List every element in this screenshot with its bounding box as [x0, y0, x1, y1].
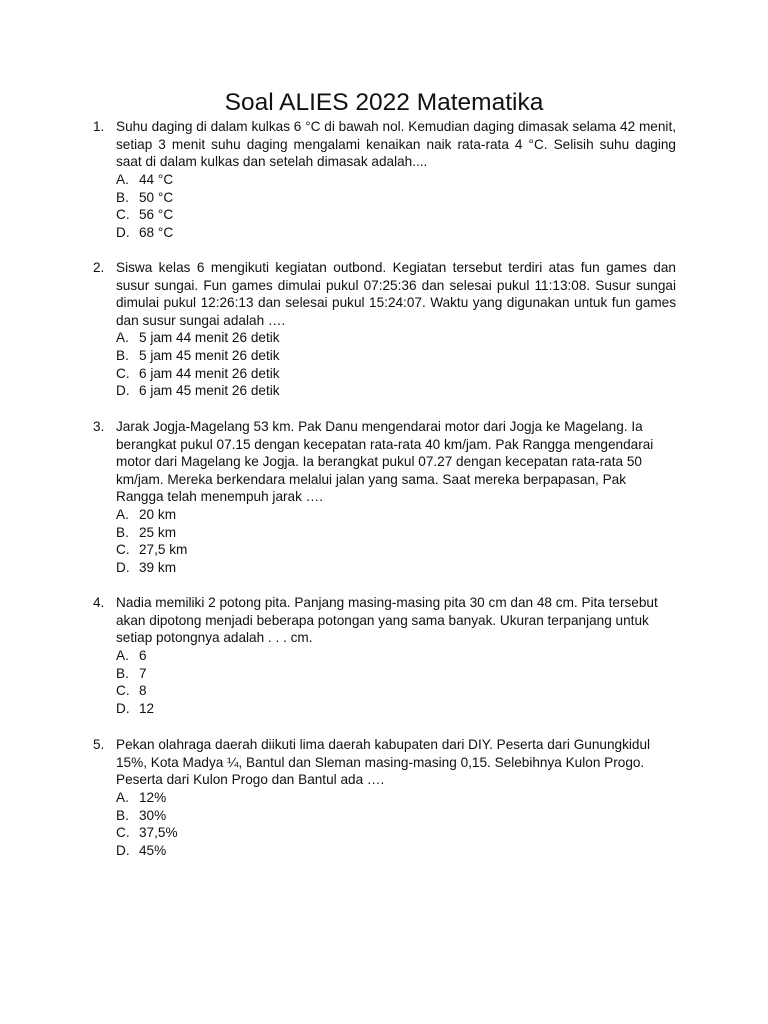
- option-a: [116, 171, 173, 189]
- question-number: 4.: [93, 595, 105, 610]
- option-a: [116, 647, 154, 665]
- option-letter: B.: [116, 524, 129, 540]
- option-b: [116, 807, 178, 825]
- option-letter: D.: [116, 224, 130, 240]
- option-d: [116, 559, 187, 577]
- option-text: 30%: [139, 807, 167, 823]
- option-text: 12%: [139, 790, 167, 805]
- option-d: [116, 224, 173, 242]
- option-a: [116, 329, 280, 347]
- question-text: Jarak Jogja-Magelang 53 km. Pak Danu mengendarai motor dari Jogja ke Magelang. Ia berangkat pukul 07.15 dengan kecepatan rata-rata 40 km/jam. Pak Rangga mengendarai motor dari Magelang ke Jogja. Ia berangkat pukul 07.27 dengan kecepatan rata-rata 50 km/jam. Mereka berkendara melalui jalan yang sama. Saat mereka berpapasan, Pak Rangga telah menempuh jarak ….: [116, 419, 654, 505]
- option-letter: D.: [116, 383, 130, 399]
- option-letter: C.: [116, 365, 130, 381]
- option-c: [116, 824, 178, 842]
- question-number: 2.: [93, 260, 105, 275]
- option-text: 39 km: [139, 559, 177, 575]
- option-letter: A.: [116, 648, 129, 663]
- option-text: 6: [139, 648, 147, 663]
- option-c: [116, 682, 154, 700]
- answer-options: [116, 506, 187, 576]
- option-b: [116, 524, 187, 542]
- option-text: 20 km: [139, 507, 177, 522]
- option-letter: C.: [116, 542, 130, 558]
- question-text: Pekan olahraga daerah diikuti lima daerah kabupaten dari DIY. Peserta dari Gunungkidul 15%, Kota Madya ¼, Bantul dan Sleman masing-masing 0,15. Selebihnya Kulon Progo. Peserta dari Kulon Progo dan Bantul ada ….: [116, 737, 651, 788]
- option-letter: A.: [116, 330, 129, 346]
- option-b: [116, 347, 280, 365]
- option-text: 5 jam 45 menit 26 detik: [139, 347, 280, 363]
- option-letter: C.: [116, 683, 130, 699]
- option-text: 6 jam 44 menit 26 detik: [139, 365, 280, 381]
- option-letter: B.: [116, 347, 129, 363]
- option-text: 25 km: [139, 524, 177, 540]
- option-text: 27,5 km: [139, 542, 188, 558]
- option-letter: D.: [116, 700, 130, 716]
- question-text: Suhu daging di dalam kulkas 6 °C di bawah nol. Kemudian daging dimasak selama 42 menit, setiap 3 menit suhu daging mengalami kenaikan naik rata-rata 4 °C. Selisih suhu daging saat di dalam kulkas dan setelah dimasak adalah....: [116, 119, 676, 170]
- option-text: 7: [139, 665, 147, 681]
- page-title: Soal ALIES 2022 Matematika: [224, 89, 544, 116]
- option-text: 56 °C: [139, 207, 174, 223]
- option-text: 50 °C: [139, 189, 174, 205]
- option-letter: A.: [116, 507, 129, 522]
- option-c: [116, 365, 280, 383]
- option-a: [116, 789, 178, 807]
- question-number: 3.: [93, 419, 105, 434]
- question-text: Nadia memiliki 2 potong pita. Panjang masing-masing pita 30 cm dan 48 cm. Pita tersebut akan dipotong menjadi beberapa potongan yang sama banyak. Ukuran terpanjang untuk setiap potongnya adalah . . . cm.: [116, 595, 658, 646]
- option-letter: B.: [116, 807, 129, 823]
- option-text: 45%: [139, 842, 167, 858]
- option-letter: D.: [116, 559, 130, 575]
- question-number: 5.: [93, 737, 105, 752]
- option-letter: D.: [116, 842, 130, 858]
- question-number: 1.: [93, 119, 105, 134]
- option-b: [116, 665, 154, 683]
- option-letter: C.: [116, 207, 130, 223]
- option-d: [116, 382, 280, 400]
- option-text: 44 °C: [139, 172, 174, 187]
- option-d: [116, 700, 154, 718]
- option-a: [116, 506, 187, 524]
- option-text: 12: [139, 700, 155, 716]
- option-text: 68 °C: [139, 224, 174, 240]
- answer-options: [116, 789, 178, 859]
- option-text: 37,5%: [139, 825, 178, 841]
- answer-options: [116, 329, 280, 399]
- option-c: [116, 541, 187, 559]
- option-text: 8: [139, 683, 147, 699]
- option-c: [116, 206, 173, 224]
- option-letter: A.: [116, 790, 129, 805]
- answer-options: [116, 647, 154, 717]
- question-text: Siswa kelas 6 mengikuti kegiatan outbond. Kegiatan tersebut terdiri atas fun games dan susur sungai. Fun games dimulai pukul 07:25:36 dan selesai pukul 11:13:08. Susur sungai dimulai pukul 12:26:13 dan selesai pukul 15:24:07. Waktu yang digunakan untuk fun games dan susur sungai adalah ….: [116, 260, 676, 328]
- option-d: [116, 842, 178, 860]
- option-text: 5 jam 44 menit 26 detik: [139, 330, 280, 346]
- option-letter: A.: [116, 172, 129, 187]
- option-b: [116, 189, 173, 207]
- option-letter: C.: [116, 825, 130, 841]
- answer-options: [116, 171, 173, 241]
- option-letter: B.: [116, 665, 129, 681]
- option-text: 6 jam 45 menit 26 detik: [139, 383, 280, 399]
- option-letter: B.: [116, 189, 129, 205]
